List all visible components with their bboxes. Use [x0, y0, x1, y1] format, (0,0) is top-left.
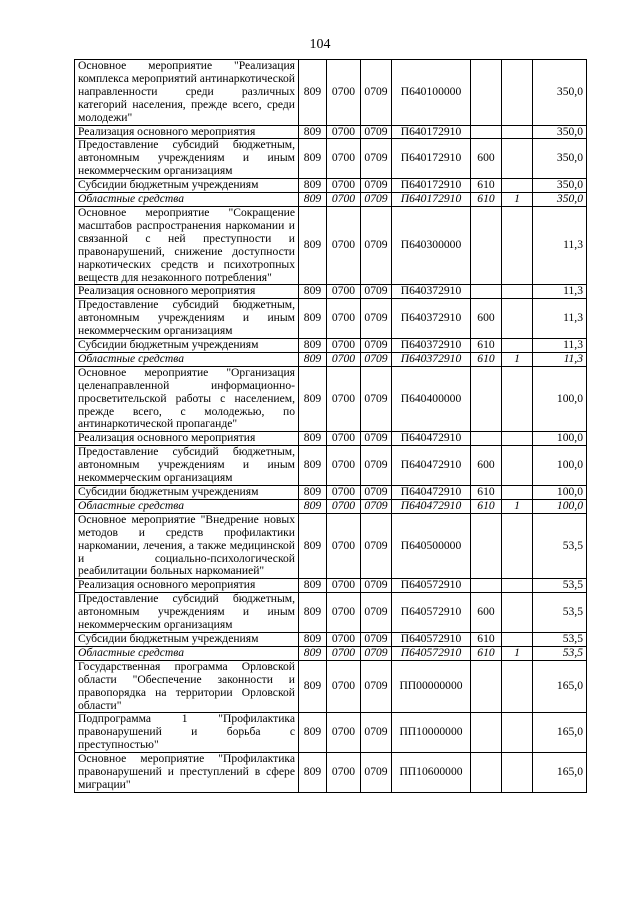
table-row: [75, 139, 587, 179]
expense-type-code: 610: [471, 499, 502, 513]
subsection-code: 0709: [361, 299, 392, 339]
amount: 165,0: [533, 660, 587, 713]
amount: 11,3: [533, 352, 587, 366]
amount: 100,0: [533, 499, 587, 513]
funding-source-code: [502, 179, 533, 193]
grbs-code: 809: [299, 285, 327, 299]
table-row: [75, 486, 587, 500]
section-code: 0700: [327, 206, 361, 284]
subsection-code: 0709: [361, 206, 392, 284]
section-code: 0700: [327, 446, 361, 486]
target-article-code: П640572910: [392, 593, 471, 633]
target-article-code: П640500000: [392, 513, 471, 579]
funding-source-code: [502, 125, 533, 139]
subsection-code: 0709: [361, 713, 392, 753]
expense-type-code: 610: [471, 632, 502, 646]
funding-source-code: [502, 206, 533, 284]
amount: 53,5: [533, 632, 587, 646]
amount: 350,0: [533, 179, 587, 193]
table-row: [75, 713, 587, 753]
funding-source-code: 1: [502, 352, 533, 366]
row-name: Субсидии бюджетным учреждениям: [75, 339, 299, 353]
funding-source-code: [502, 60, 533, 126]
grbs-code: 809: [299, 299, 327, 339]
section-code: 0700: [327, 285, 361, 299]
target-article-code: ПП10000000: [392, 713, 471, 753]
funding-source-code: [502, 446, 533, 486]
amount: 11,3: [533, 206, 587, 284]
row-name: Основное мероприятие "Организация целенаправленной информационно-просветительской работы с населением, прежде всего, с молодежью, по антинаркотической пропаганде": [75, 366, 299, 432]
grbs-code: 809: [299, 593, 327, 633]
funding-source-code: [502, 593, 533, 633]
expense-type-code: [471, 713, 502, 753]
row-name: Реализация основного мероприятия: [75, 125, 299, 139]
subsection-code: 0709: [361, 179, 392, 193]
funding-source-code: [502, 299, 533, 339]
subsection-code: 0709: [361, 753, 392, 793]
amount: 100,0: [533, 486, 587, 500]
table-row: [75, 299, 587, 339]
target-article-code: П640372910: [392, 352, 471, 366]
grbs-code: 809: [299, 352, 327, 366]
grbs-code: 809: [299, 206, 327, 284]
table-row: [75, 499, 587, 513]
table-row: [75, 339, 587, 353]
grbs-code: 809: [299, 60, 327, 126]
subsection-code: 0709: [361, 339, 392, 353]
expense-type-code: 610: [471, 193, 502, 207]
expense-type-code: [471, 579, 502, 593]
section-code: 0700: [327, 60, 361, 126]
target-article-code: П640372910: [392, 339, 471, 353]
section-code: 0700: [327, 179, 361, 193]
section-code: 0700: [327, 193, 361, 207]
table-row: [75, 432, 587, 446]
table-row: [75, 352, 587, 366]
expense-type-code: [471, 285, 502, 299]
target-article-code: П640472910: [392, 446, 471, 486]
section-code: 0700: [327, 632, 361, 646]
funding-source-code: [502, 366, 533, 432]
target-article-code: П640372910: [392, 285, 471, 299]
target-article-code: П640372910: [392, 299, 471, 339]
expense-type-code: [471, 60, 502, 126]
amount: 350,0: [533, 125, 587, 139]
table-row: [75, 579, 587, 593]
expense-type-code: [471, 660, 502, 713]
target-article-code: П640172910: [392, 179, 471, 193]
section-code: 0700: [327, 366, 361, 432]
amount: 350,0: [533, 139, 587, 179]
expense-type-code: [471, 753, 502, 793]
target-article-code: П640172910: [392, 139, 471, 179]
grbs-code: 809: [299, 486, 327, 500]
table-row: [75, 125, 587, 139]
expense-type-code: 600: [471, 299, 502, 339]
row-name: Реализация основного мероприятия: [75, 432, 299, 446]
table-row: [75, 753, 587, 793]
row-name: Субсидии бюджетным учреждениям: [75, 486, 299, 500]
target-article-code: П640572910: [392, 579, 471, 593]
section-code: 0700: [327, 660, 361, 713]
grbs-code: 809: [299, 753, 327, 793]
table-row: [75, 646, 587, 660]
subsection-code: 0709: [361, 193, 392, 207]
budget-table: [74, 59, 587, 793]
amount: 350,0: [533, 60, 587, 126]
funding-source-code: [502, 632, 533, 646]
expense-type-code: [471, 206, 502, 284]
table-row: [75, 593, 587, 633]
expense-type-code: 600: [471, 446, 502, 486]
expense-type-code: [471, 125, 502, 139]
target-article-code: П640172910: [392, 193, 471, 207]
funding-source-code: [502, 139, 533, 179]
table-row: [75, 366, 587, 432]
amount: 350,0: [533, 193, 587, 207]
row-name: Предоставление субсидий бюджетным, автономным учреждениям и иным некоммерческим организациям: [75, 299, 299, 339]
row-name: Основное мероприятие "Реализация комплекса мероприятий антинаркотической направленности среди различных категорий населения, прежде всего, среди молодежи": [75, 60, 299, 126]
row-name: Областные средства: [75, 352, 299, 366]
table-row: [75, 660, 587, 713]
subsection-code: 0709: [361, 285, 392, 299]
target-article-code: П640472910: [392, 486, 471, 500]
row-name: Основное мероприятие "Внедрение новых методов и средств профилактики наркомании, лечения, а также медицинской и социально-психологической реабилитации больных наркоманией": [75, 513, 299, 579]
subsection-code: 0709: [361, 660, 392, 713]
section-code: 0700: [327, 339, 361, 353]
table-row: [75, 513, 587, 579]
section-code: 0700: [327, 486, 361, 500]
expense-type-code: 610: [471, 352, 502, 366]
section-code: 0700: [327, 513, 361, 579]
grbs-code: 809: [299, 660, 327, 713]
amount: 165,0: [533, 753, 587, 793]
section-code: 0700: [327, 139, 361, 179]
table-row: [75, 179, 587, 193]
section-code: 0700: [327, 299, 361, 339]
expense-type-code: [471, 366, 502, 432]
amount: 165,0: [533, 713, 587, 753]
row-name: Государственная программа Орловской области "Обеспечение законности и правопорядка на территории Орловской области": [75, 660, 299, 713]
expense-type-code: 610: [471, 646, 502, 660]
table-row: [75, 193, 587, 207]
table-row: [75, 285, 587, 299]
amount: 11,3: [533, 299, 587, 339]
row-name: Основное мероприятие "Сокращение масштабов распространения наркомании и связанной с ней преступности и правонарушений, снижение доступности наркотических средств и психотропных веществ для незаконного потребления": [75, 206, 299, 284]
grbs-code: 809: [299, 499, 327, 513]
expense-type-code: 610: [471, 339, 502, 353]
amount: 11,3: [533, 285, 587, 299]
subsection-code: 0709: [361, 60, 392, 126]
target-article-code: П640472910: [392, 432, 471, 446]
section-code: 0700: [327, 125, 361, 139]
subsection-code: 0709: [361, 125, 392, 139]
row-name: Предоставление субсидий бюджетным, автономным учреждениям и иным некоммерческим организациям: [75, 593, 299, 633]
amount: 53,5: [533, 593, 587, 633]
row-name: Реализация основного мероприятия: [75, 285, 299, 299]
section-code: 0700: [327, 352, 361, 366]
amount: 53,5: [533, 579, 587, 593]
row-name: Субсидии бюджетным учреждениям: [75, 179, 299, 193]
section-code: 0700: [327, 432, 361, 446]
funding-source-code: 1: [502, 499, 533, 513]
target-article-code: П640572910: [392, 632, 471, 646]
row-name: Подпрограмма 1 "Профилактика правонарушений и борьба с преступностью": [75, 713, 299, 753]
subsection-code: 0709: [361, 499, 392, 513]
grbs-code: 809: [299, 632, 327, 646]
row-name: Основное мероприятие "Профилактика правонарушений и преступлений в сфере миграции": [75, 753, 299, 793]
table-row: [75, 206, 587, 284]
expense-type-code: [471, 432, 502, 446]
section-code: 0700: [327, 753, 361, 793]
section-code: 0700: [327, 593, 361, 633]
grbs-code: 809: [299, 446, 327, 486]
target-article-code: П640300000: [392, 206, 471, 284]
section-code: 0700: [327, 713, 361, 753]
row-name: Предоставление субсидий бюджетным, автономным учреждениям и иным некоммерческим организациям: [75, 139, 299, 179]
subsection-code: 0709: [361, 366, 392, 432]
section-code: 0700: [327, 646, 361, 660]
subsection-code: 0709: [361, 139, 392, 179]
section-code: 0700: [327, 499, 361, 513]
target-article-code: П640172910: [392, 125, 471, 139]
grbs-code: 809: [299, 513, 327, 579]
funding-source-code: [502, 713, 533, 753]
funding-source-code: [502, 285, 533, 299]
amount: 100,0: [533, 366, 587, 432]
row-name: Областные средства: [75, 499, 299, 513]
subsection-code: 0709: [361, 593, 392, 633]
grbs-code: 809: [299, 579, 327, 593]
subsection-code: 0709: [361, 486, 392, 500]
target-article-code: П640472910: [392, 499, 471, 513]
funding-source-code: [502, 753, 533, 793]
target-article-code: П640100000: [392, 60, 471, 126]
expense-type-code: 600: [471, 139, 502, 179]
target-article-code: ПП00000000: [392, 660, 471, 713]
funding-source-code: [502, 486, 533, 500]
funding-source-code: 1: [502, 646, 533, 660]
funding-source-code: [502, 432, 533, 446]
expense-type-code: 610: [471, 486, 502, 500]
grbs-code: 809: [299, 366, 327, 432]
subsection-code: 0709: [361, 646, 392, 660]
funding-source-code: [502, 513, 533, 579]
grbs-code: 809: [299, 179, 327, 193]
expense-type-code: 600: [471, 593, 502, 633]
subsection-code: 0709: [361, 432, 392, 446]
grbs-code: 809: [299, 193, 327, 207]
amount: 100,0: [533, 446, 587, 486]
subsection-code: 0709: [361, 446, 392, 486]
subsection-code: 0709: [361, 579, 392, 593]
amount: 53,5: [533, 646, 587, 660]
grbs-code: 809: [299, 432, 327, 446]
row-name: Областные средства: [75, 193, 299, 207]
grbs-code: 809: [299, 646, 327, 660]
amount: 53,5: [533, 513, 587, 579]
amount: 100,0: [533, 432, 587, 446]
target-article-code: П640400000: [392, 366, 471, 432]
grbs-code: 809: [299, 125, 327, 139]
section-code: 0700: [327, 579, 361, 593]
table-row: [75, 60, 587, 126]
grbs-code: 809: [299, 139, 327, 179]
target-article-code: П640572910: [392, 646, 471, 660]
expense-type-code: 610: [471, 179, 502, 193]
table-row: [75, 446, 587, 486]
table-row: [75, 632, 587, 646]
row-name: Реализация основного мероприятия: [75, 579, 299, 593]
row-name: Областные средства: [75, 646, 299, 660]
subsection-code: 0709: [361, 352, 392, 366]
grbs-code: 809: [299, 713, 327, 753]
funding-source-code: 1: [502, 193, 533, 207]
funding-source-code: [502, 339, 533, 353]
subsection-code: 0709: [361, 513, 392, 579]
grbs-code: 809: [299, 339, 327, 353]
row-name: Субсидии бюджетным учреждениям: [75, 632, 299, 646]
page-number: 104: [309, 37, 331, 52]
table-body: [75, 60, 587, 793]
expense-type-code: [471, 513, 502, 579]
subsection-code: 0709: [361, 632, 392, 646]
row-name: Предоставление субсидий бюджетным, автономным учреждениям и иным некоммерческим организациям: [75, 446, 299, 486]
funding-source-code: [502, 660, 533, 713]
target-article-code: ПП10600000: [392, 753, 471, 793]
funding-source-code: [502, 579, 533, 593]
amount: 11,3: [533, 339, 587, 353]
